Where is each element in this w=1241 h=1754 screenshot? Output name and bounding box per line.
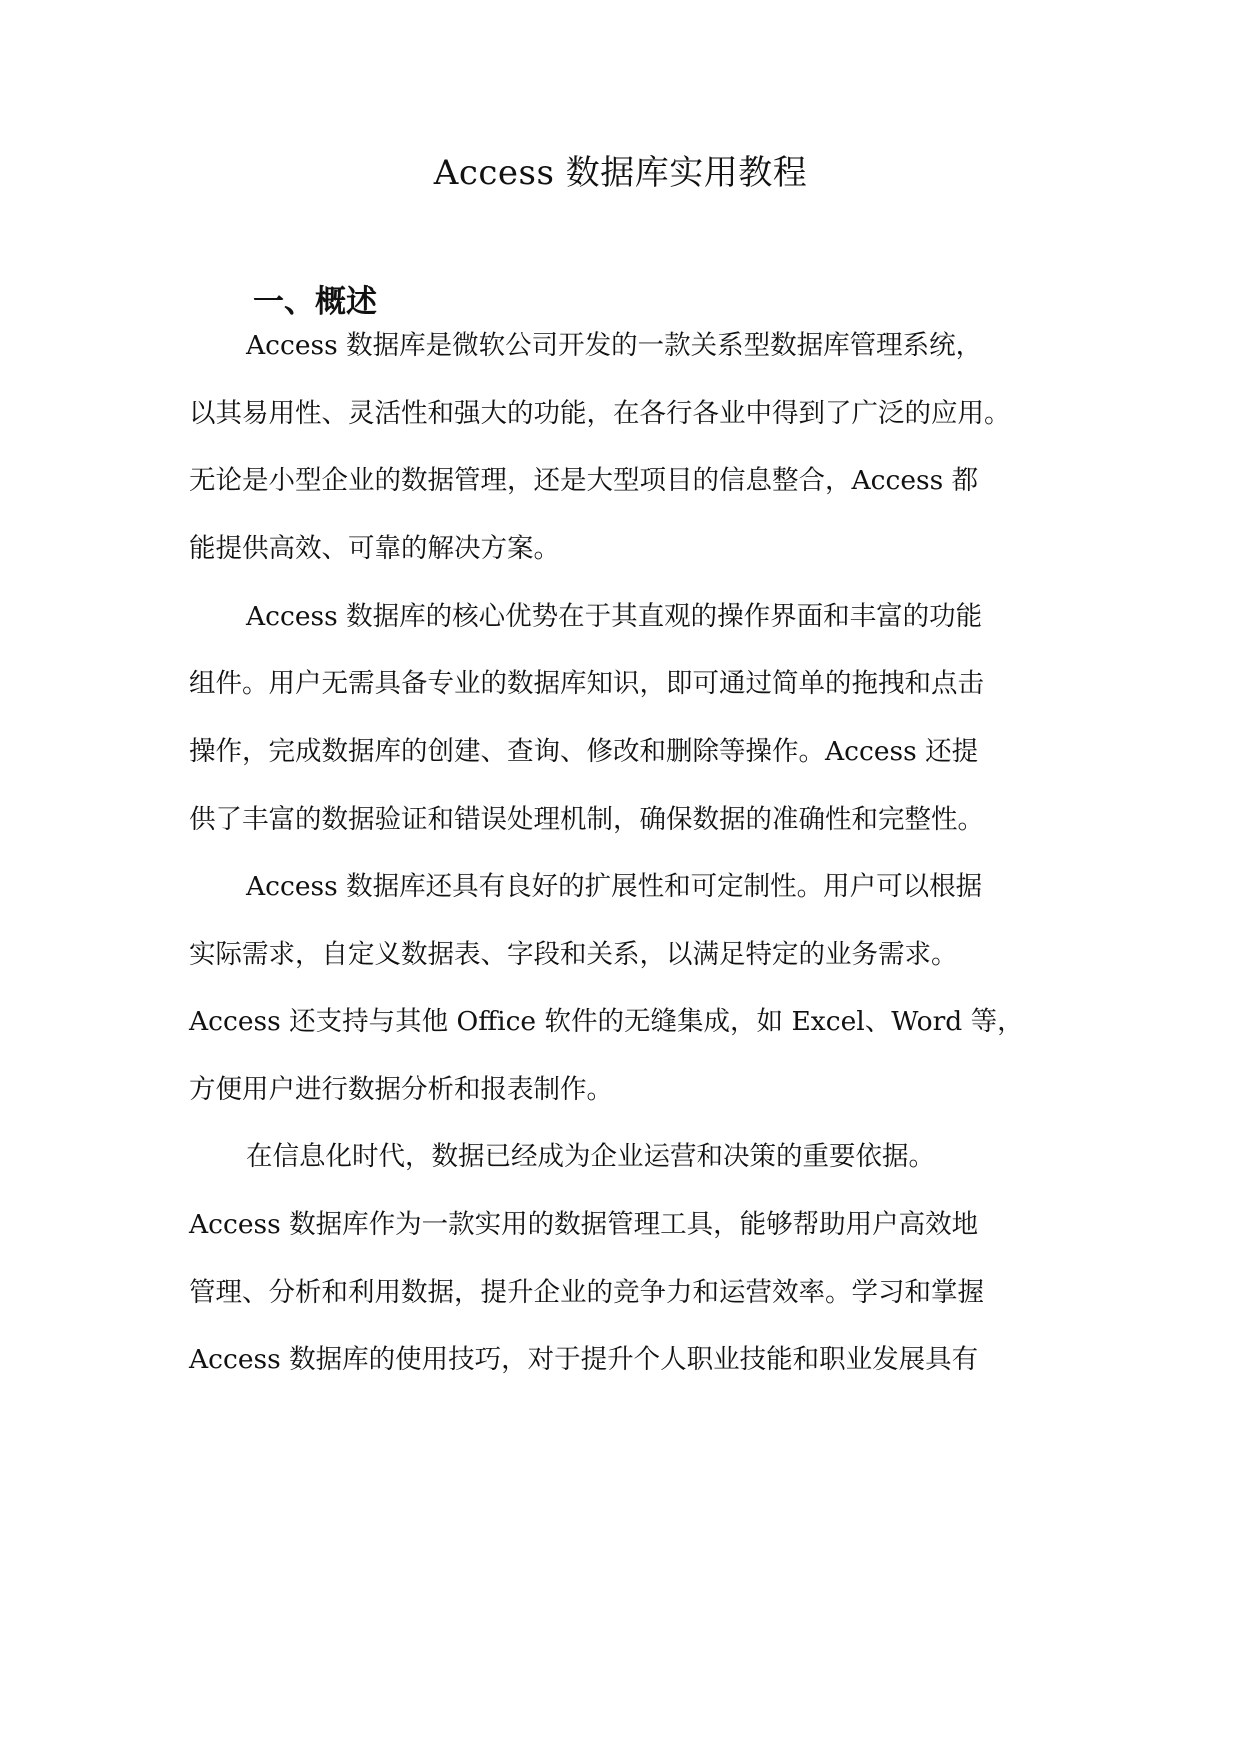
- section-heading: 一、概述: [253, 284, 377, 320]
- paragraph-3-line-2: 实际需求，自定义数据表、字段和关系，以满足特定的业务需求。: [189, 939, 958, 970]
- paragraph-4-line-4: Access 数据库的使用技巧，对于提升个人职业技能和职业发展具有: [189, 1344, 979, 1375]
- paragraph-2-line-3: 操作，完成数据库的创建、查询、修改和删除等操作。Access 还提: [189, 736, 979, 767]
- paragraph-2-line-2: 组件。用户无需具备专业的数据库知识，即可通过简单的拖拽和点击: [189, 668, 984, 699]
- paragraph-3-line-1: Access 数据库还具有良好的扩展性和可定制性。用户可以根据: [246, 871, 983, 902]
- paragraph-4-line-3: 管理、分析和利用数据，提升企业的竞争力和运营效率。学习和掌握: [189, 1277, 984, 1308]
- document-title: Access 数据库实用教程: [433, 153, 808, 193]
- paragraph-4-line-1: 在信息化时代，数据已经成为企业运营和决策的重要依据。: [246, 1141, 935, 1172]
- paragraph-1-line-1: Access 数据库是微软公司开发的一款关系型数据库管理系统，: [246, 330, 983, 361]
- paragraph-1-line-4: 能提供高效、可靠的解决方案。: [189, 533, 560, 564]
- paragraph-4-line-2: Access 数据库作为一款实用的数据管理工具，能够帮助用户高效地: [189, 1209, 979, 1240]
- paragraph-1-line-2: 以其易用性、灵活性和强大的功能，在各行各业中得到了广泛的应用。: [189, 398, 1011, 429]
- paragraph-3-line-3: Access 还支持与其他 Office 软件的无缝集成，如 Excel、Word 等，: [189, 1006, 1024, 1037]
- paragraph-3-line-4: 方便用户进行数据分析和报表制作。: [189, 1074, 613, 1105]
- paragraph-2-line-4: 供了丰富的数据验证和错误处理机制，确保数据的准确性和完整性。: [189, 804, 984, 835]
- paragraph-1-line-3: 无论是小型企业的数据管理，还是大型项目的信息整合，Access 都: [189, 465, 979, 496]
- paragraph-2-line-1: Access 数据库的核心优势在于其直观的操作界面和丰富的功能: [246, 601, 983, 632]
